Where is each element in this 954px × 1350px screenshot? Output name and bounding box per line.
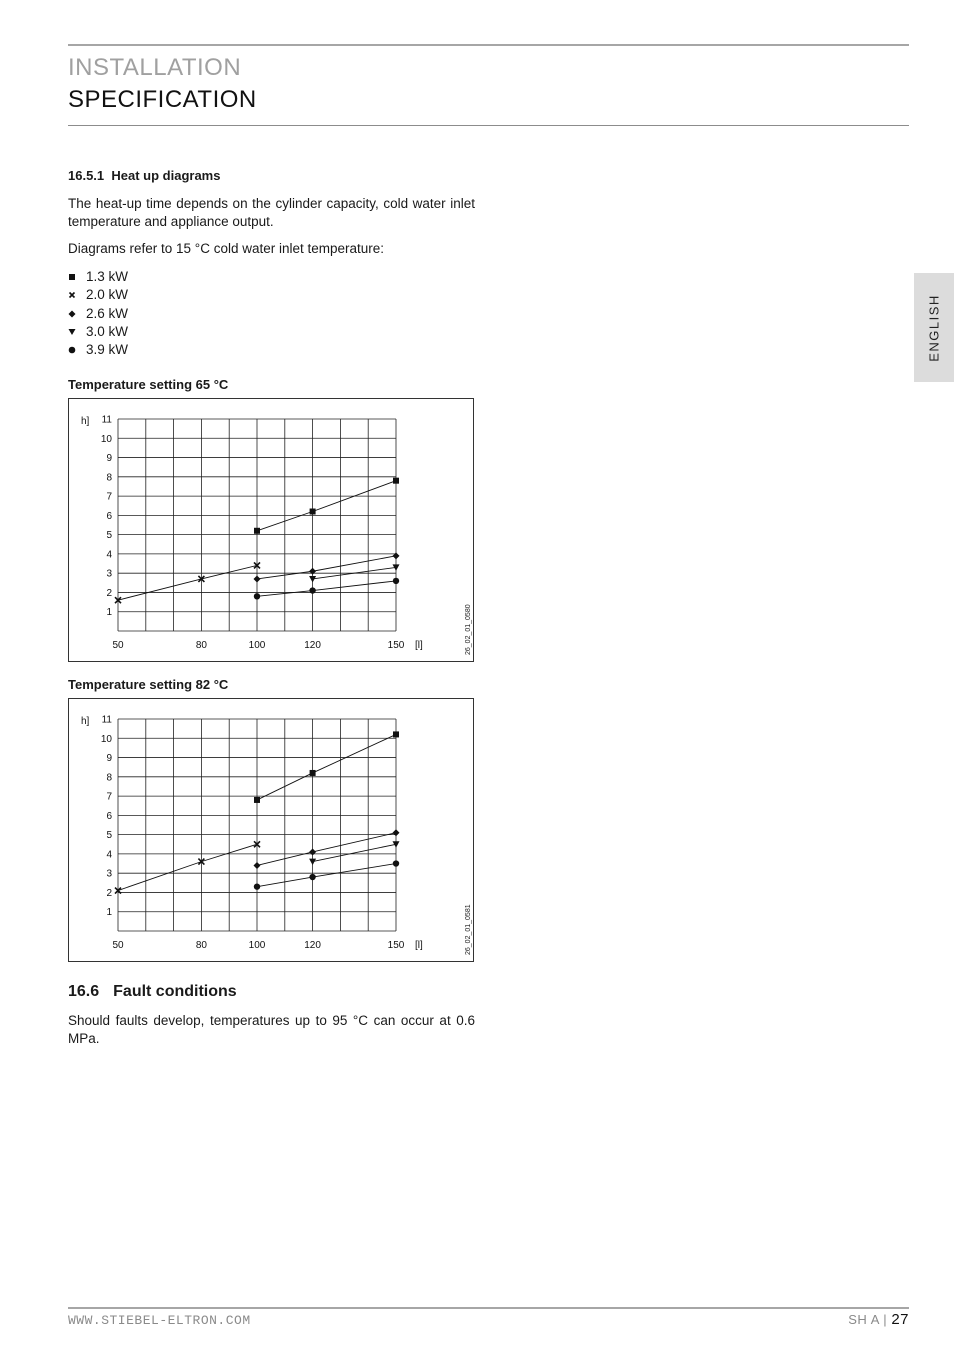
chart-title-65: Temperature setting 65 °C bbox=[68, 377, 229, 392]
legend-item bbox=[68, 323, 128, 341]
series-line bbox=[257, 481, 396, 531]
data-point-square bbox=[310, 770, 316, 776]
data-point-square bbox=[254, 797, 260, 803]
data-point-diamond bbox=[393, 829, 400, 836]
y-tick-label: 8 bbox=[106, 772, 112, 784]
footer-page-info bbox=[848, 1311, 909, 1328]
x-tick-label: 50 bbox=[112, 640, 124, 651]
footer-separator: | bbox=[883, 1312, 888, 1327]
y-tick-label: 1 bbox=[106, 907, 112, 919]
x-axis-label: [l] bbox=[415, 940, 423, 951]
x-tick-label: 120 bbox=[304, 940, 321, 951]
series-line bbox=[118, 565, 257, 600]
y-tick-label: 7 bbox=[106, 491, 112, 503]
data-point-triangle bbox=[309, 576, 316, 583]
series-line bbox=[313, 844, 396, 861]
x-tick-label: 150 bbox=[387, 640, 405, 651]
y-tick-label: 10 bbox=[100, 733, 112, 745]
y-tick-label: 11 bbox=[101, 714, 112, 726]
fault-paragraph: Should faults develop, temperatures up to 95 °C can occur at 0.6 MPa. bbox=[68, 1013, 475, 1046]
legend-label: 2.0 kW bbox=[86, 287, 129, 303]
diagram-note: Diagrams refer to 15 °C cold water inlet temperature: bbox=[68, 241, 385, 256]
cross-marker-icon bbox=[68, 286, 86, 304]
y-tick-label: 8 bbox=[106, 472, 112, 484]
triangle-marker-icon bbox=[68, 323, 86, 341]
data-point-square bbox=[254, 528, 260, 534]
data-point-diamond bbox=[254, 575, 261, 582]
data-point-circle bbox=[393, 860, 399, 866]
y-tick-label: 9 bbox=[106, 753, 112, 765]
y-tick-label: 6 bbox=[106, 810, 112, 822]
legend-item bbox=[68, 268, 128, 286]
data-point-circle bbox=[309, 587, 315, 593]
data-point-square bbox=[393, 731, 399, 737]
y-tick-label: 4 bbox=[106, 549, 112, 561]
legend-label: 3.9 kW bbox=[86, 342, 129, 358]
intro-paragraph: The heat-up time depends on the cylinder capacity, cold water inlet temperature and appliance output. bbox=[68, 196, 475, 229]
footer-url: WWW.STIEBEL-ELTRON.COM bbox=[68, 1313, 251, 1328]
data-point-circle bbox=[309, 874, 315, 880]
y-tick-label: 10 bbox=[100, 433, 112, 445]
series-line bbox=[257, 581, 396, 596]
language-tab bbox=[914, 273, 954, 382]
circle-marker-icon bbox=[68, 341, 86, 359]
x-tick-label: 100 bbox=[248, 940, 266, 951]
square-marker-icon bbox=[68, 268, 86, 286]
x-tick-label: 100 bbox=[248, 640, 266, 651]
section-number: 16.6 bbox=[68, 983, 100, 1000]
data-point-square bbox=[393, 478, 399, 484]
y-tick-label: 3 bbox=[106, 568, 112, 580]
legend-item bbox=[68, 305, 128, 323]
y-axis-label: h] bbox=[81, 716, 90, 727]
legend-label: 3.0 kW bbox=[86, 323, 129, 339]
chart-82 bbox=[68, 698, 474, 962]
series-line bbox=[257, 864, 396, 887]
y-tick-label: 4 bbox=[106, 849, 112, 861]
data-point-diamond bbox=[393, 552, 400, 559]
y-tick-label: 7 bbox=[106, 791, 112, 803]
series-line bbox=[118, 844, 257, 890]
y-tick-label: 9 bbox=[106, 453, 112, 465]
diamond-marker-icon bbox=[68, 305, 86, 323]
footer-product: SH A bbox=[848, 1312, 880, 1327]
subsection-title: Heat up diagrams bbox=[111, 168, 221, 183]
section-heading bbox=[68, 983, 237, 1001]
x-tick-label: 50 bbox=[112, 940, 124, 951]
subsection-number: 16.5.1 bbox=[68, 168, 105, 183]
page-number: 27 bbox=[891, 1311, 909, 1328]
y-tick-label: 5 bbox=[106, 530, 112, 542]
data-point-circle bbox=[254, 883, 260, 889]
x-tick-label: 80 bbox=[195, 940, 207, 951]
subsection-heading bbox=[68, 168, 220, 183]
heat-up-chart-82 bbox=[69, 699, 475, 963]
legend-label: 1.3 kW bbox=[86, 269, 129, 284]
series-line bbox=[257, 556, 396, 579]
y-tick-label: 1 bbox=[106, 607, 112, 619]
y-tick-label: 2 bbox=[106, 587, 112, 599]
data-point-square bbox=[310, 509, 316, 515]
page-title: SPECIFICATION bbox=[68, 86, 257, 113]
language-tab-label: ENGLISH bbox=[926, 293, 942, 362]
data-point-diamond bbox=[309, 568, 316, 575]
data-point-circle bbox=[254, 593, 260, 599]
y-tick-label: 11 bbox=[101, 414, 112, 426]
data-point-diamond bbox=[309, 848, 316, 855]
y-tick-label: 3 bbox=[106, 868, 112, 880]
drawing-code: 26_02_01_0580 bbox=[465, 604, 472, 655]
y-tick-label: 6 bbox=[106, 510, 112, 522]
legend-label: 2.6 kW bbox=[86, 305, 129, 321]
header-rule bbox=[68, 44, 909, 46]
footer-rule bbox=[68, 1307, 909, 1309]
x-tick-label: 80 bbox=[195, 640, 207, 651]
data-point-triangle bbox=[309, 859, 316, 866]
y-axis-label: h] bbox=[81, 416, 90, 427]
header-divider bbox=[68, 125, 909, 126]
y-tick-label: 2 bbox=[106, 887, 112, 899]
x-tick-label: 120 bbox=[304, 640, 321, 651]
chart-65 bbox=[68, 398, 474, 662]
series-line bbox=[257, 734, 396, 800]
chart-title-82: Temperature setting 82 °C bbox=[68, 677, 229, 692]
data-point-diamond bbox=[254, 862, 261, 869]
y-tick-label: 5 bbox=[106, 830, 112, 842]
x-tick-label: 150 bbox=[387, 940, 405, 951]
legend-item bbox=[68, 286, 128, 304]
data-point-circle bbox=[393, 578, 399, 584]
section-title: Fault conditions bbox=[113, 983, 237, 1000]
series-line bbox=[257, 833, 396, 866]
x-axis-label: [l] bbox=[415, 640, 423, 651]
legend bbox=[68, 268, 128, 359]
chapter-label: INSTALLATION bbox=[68, 54, 242, 81]
heat-up-chart-65 bbox=[69, 399, 475, 663]
legend-item bbox=[68, 341, 128, 359]
drawing-code: 26_02_01_0581 bbox=[465, 904, 472, 955]
